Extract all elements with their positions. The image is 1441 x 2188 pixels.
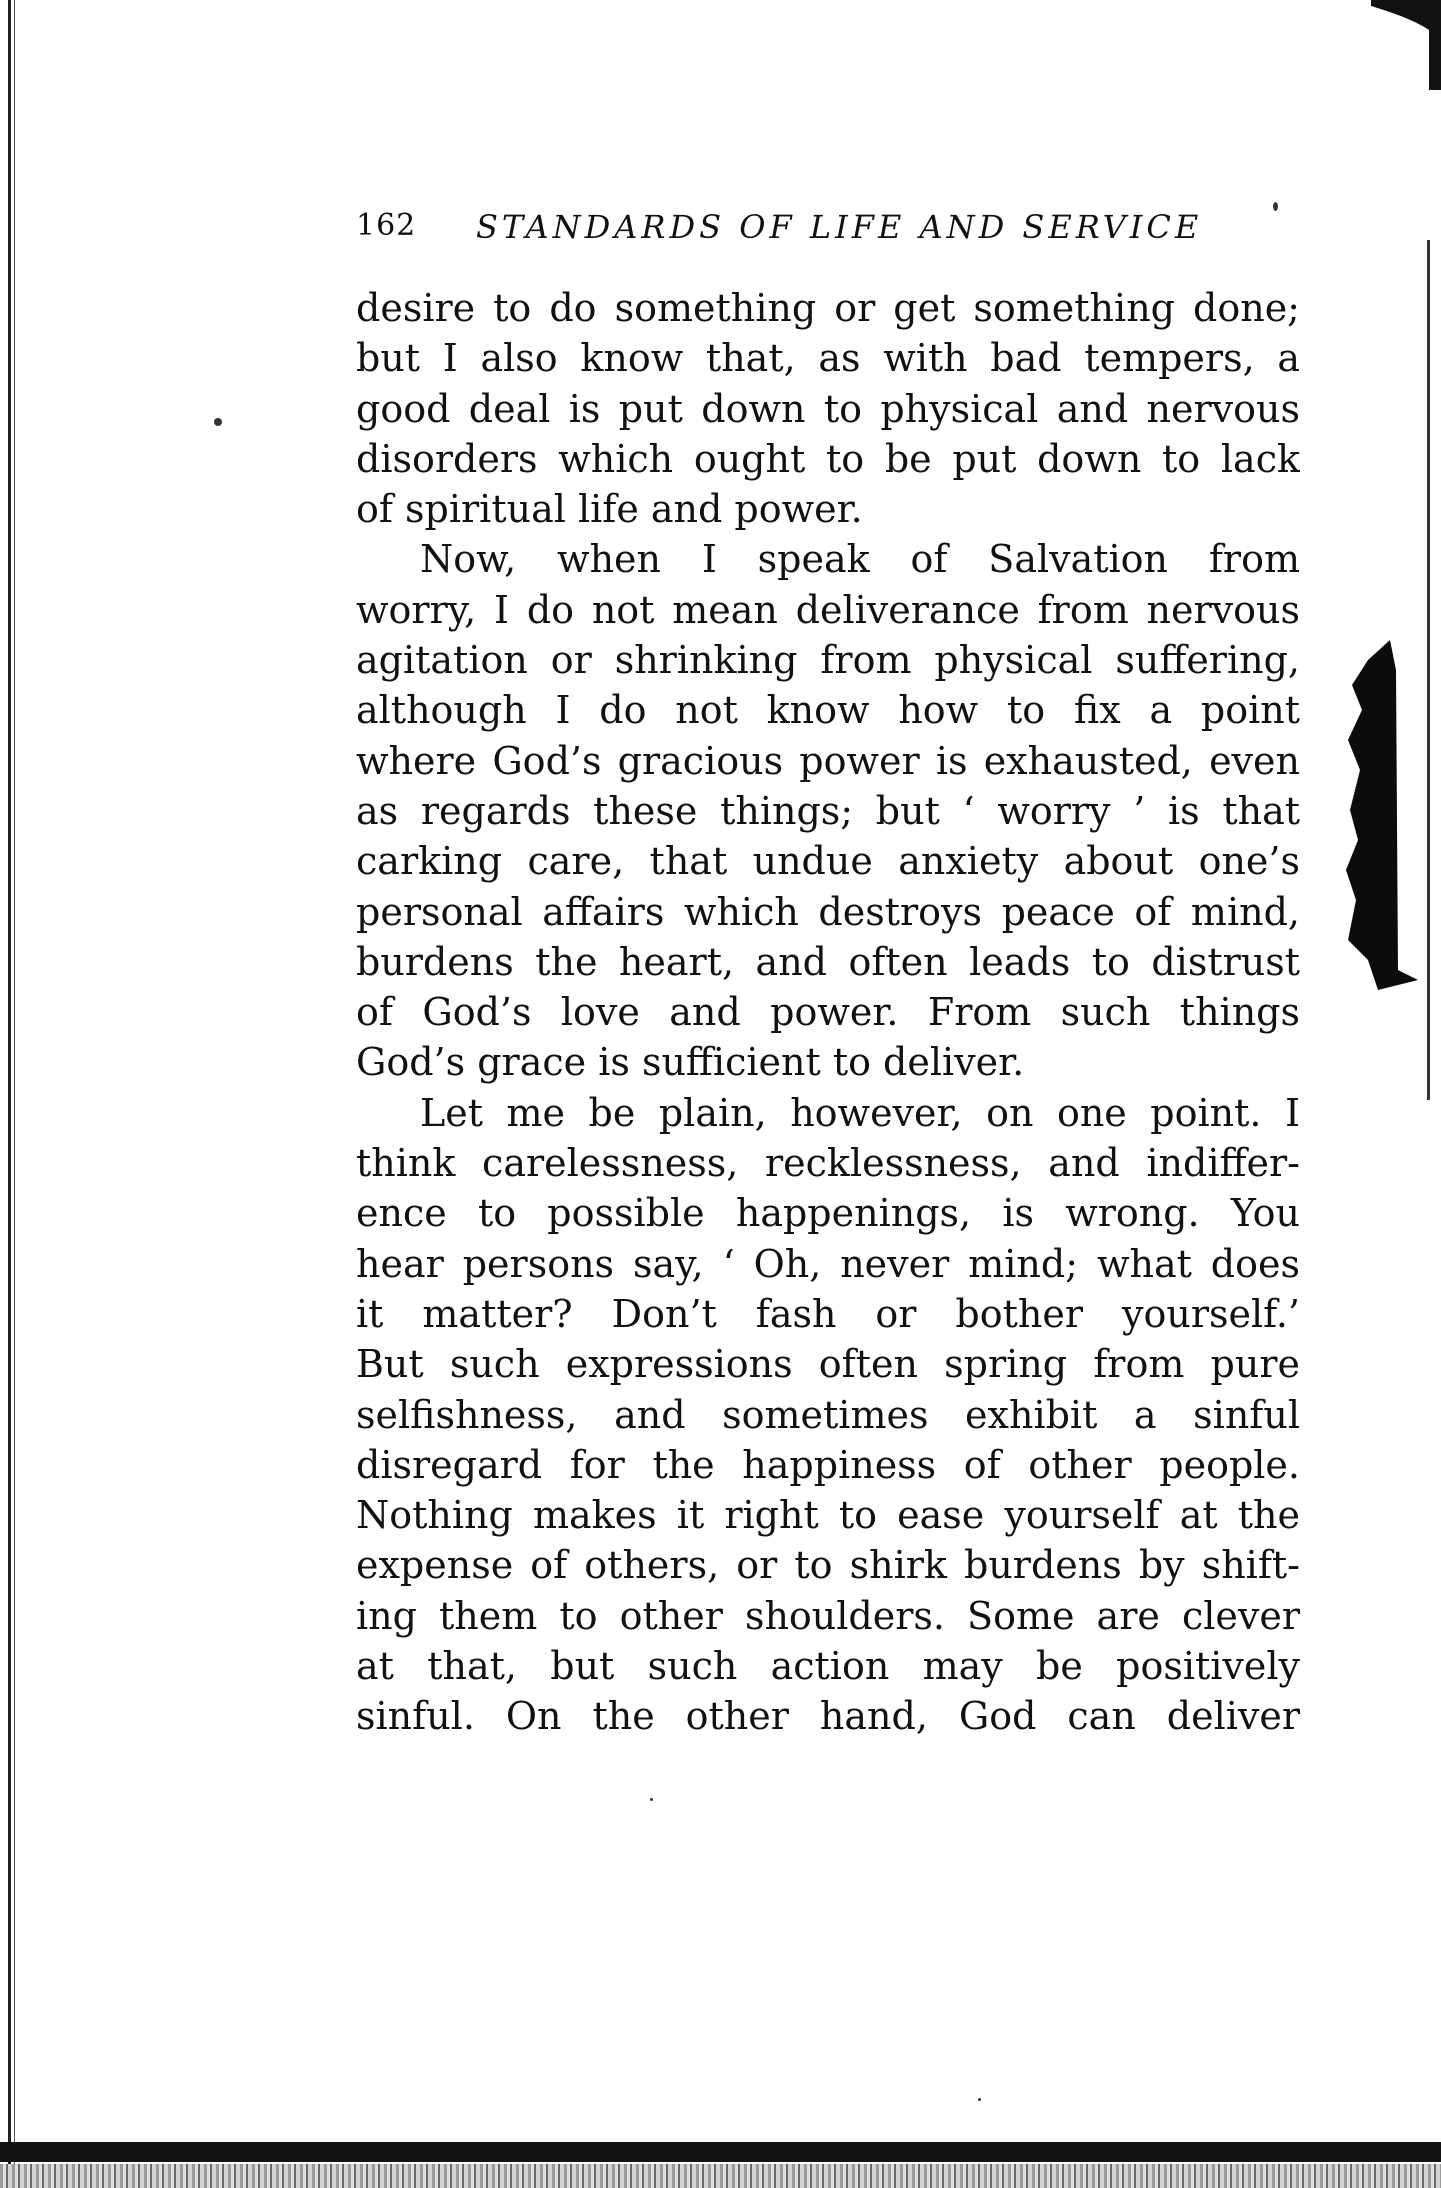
text-line: but I also know that, as with bad tempers, a	[356, 336, 1300, 381]
scan-corner-mark	[1371, 0, 1441, 90]
text-line: worry, I do not mean deliverance from nervous	[356, 587, 1300, 632]
running-head: STANDARDS OF LIFE AND SERVICE	[476, 208, 1203, 246]
text-line: it matter? Don’t fash or bother yourself.’	[356, 1291, 1300, 1336]
text-line: good deal is put down to physical and nervous	[356, 386, 1300, 431]
body-text	[356, 283, 1300, 1742]
text-line: God’s grace is sufficient to deliver.	[356, 1040, 1025, 1085]
text-line: disregard for the happiness of other people.	[356, 1442, 1300, 1487]
scan-right-rule	[1427, 240, 1430, 1100]
text-line: ing them to other shoulders. Some are clever	[356, 1593, 1300, 1638]
scan-bottom-band	[0, 2142, 1441, 2162]
text-line: But such expressions often spring from pure	[356, 1342, 1300, 1387]
text-line: where God’s gracious power is exhausted, even	[356, 738, 1300, 783]
text-line: disorders which ought to be put down to lack	[356, 436, 1300, 481]
text-line: desire to do something or get something done;	[356, 286, 1300, 330]
text-line: at that, but such action may be positively	[356, 1644, 1300, 1689]
scan-edge-left-inner	[14, 0, 15, 2188]
ink-speck	[978, 2098, 981, 2101]
text-line: of spiritual life and power.	[356, 487, 863, 532]
text-line: expense of others, or to shirk burdens by shift-	[356, 1543, 1300, 1588]
text-line: agitation or shrinking from physical suffering,	[356, 638, 1300, 683]
text-line: although I do not know how to fix a point	[356, 688, 1300, 733]
ink-bleed-mark	[1338, 640, 1418, 990]
text-line: ence to possible happenings, is wrong. You	[356, 1191, 1300, 1236]
text-line: Now, when I speak of Salvation from	[420, 537, 1300, 582]
ink-speck	[214, 418, 222, 426]
scan-bottom-noise	[0, 2164, 1441, 2188]
text-line: hear persons say, ‘ Oh, never mind; what does	[356, 1241, 1300, 1286]
text-line: carking care, that undue anxiety about one’s	[356, 839, 1300, 884]
text-line: Nothing makes it right to ease yourself at the	[356, 1493, 1300, 1538]
text-line: sinful. On the other hand, God can deliver	[356, 1694, 1300, 1739]
page-header	[356, 208, 1306, 252]
text-line: think carelessness, recklessness, and indiffer-	[356, 1141, 1300, 1186]
scan-edge-left	[8, 0, 11, 2188]
text-line: burdens the heart, and often leads to distrust	[356, 939, 1300, 984]
text-line: as regards these things; but ‘ worry ’ is that	[356, 788, 1300, 833]
page-number: 162	[356, 208, 417, 243]
text-line: Let me be plain, however, on one point. I	[420, 1090, 1300, 1135]
text-line: selfishness, and sometimes exhibit a sinful	[356, 1392, 1300, 1437]
text-line: of God’s love and power. From such things	[356, 990, 1300, 1035]
text-line: personal affairs which destroys peace of mind,	[356, 889, 1300, 934]
ink-speck	[650, 1798, 653, 1801]
